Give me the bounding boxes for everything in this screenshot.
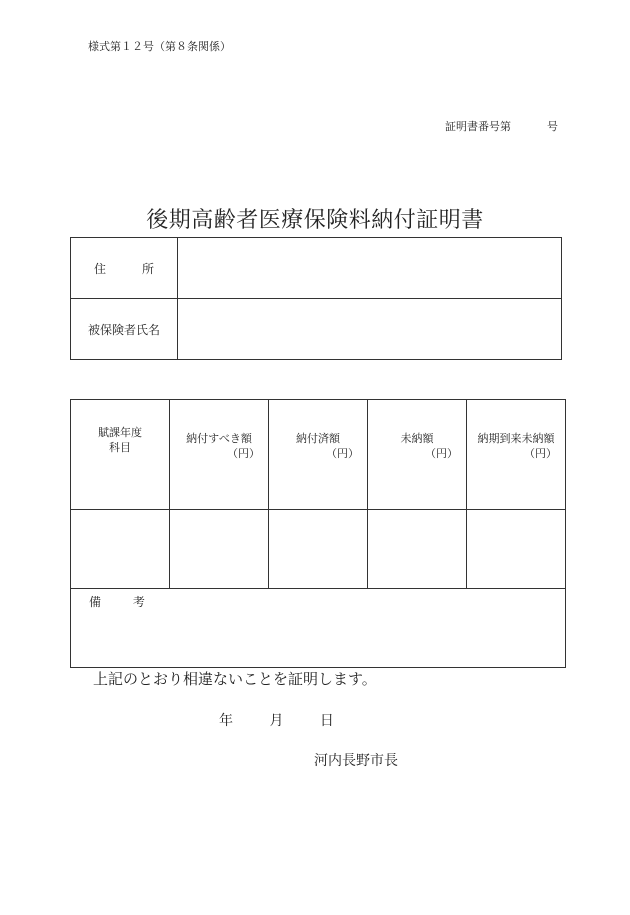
address-label: 住 所	[71, 238, 178, 299]
payment-table	[70, 399, 566, 668]
document-title: 後期高齢者医療保険料納付証明書	[146, 208, 484, 233]
fiscal-year-cell[interactable]	[71, 510, 170, 589]
column-header-amount-due: 納付すべき額 （円）	[170, 400, 269, 510]
insured-name-label: 被保険者氏名	[71, 299, 178, 360]
payment-header-row	[71, 400, 566, 510]
certificate-number	[445, 118, 558, 134]
address-row	[71, 238, 562, 299]
overdue-unpaid-cell[interactable]	[467, 510, 566, 589]
year-label: 年	[219, 713, 233, 729]
column-header-amount-paid: 納付済額 （円）	[269, 400, 368, 510]
column-header-overdue-unpaid: 納期到来未納額 （円）	[467, 400, 566, 510]
unpaid-cell[interactable]	[368, 510, 467, 589]
remarks-label: 備 考	[89, 595, 159, 609]
issuer-name: 河内長野市長	[314, 753, 398, 769]
form-number: 様式第１２号（第８条関係）	[88, 40, 231, 53]
amount-due-cell[interactable]	[170, 510, 269, 589]
applicant-table	[70, 237, 562, 360]
column-header-unpaid: 未納額 （円）	[368, 400, 467, 510]
remarks-row	[71, 589, 566, 668]
certificate-number-prefix: 証明書番号第	[445, 120, 511, 133]
month-label: 月	[269, 713, 284, 729]
amount-paid-cell[interactable]	[269, 510, 368, 589]
column-header-fiscal-year: 賦課年度 科目	[71, 400, 170, 510]
address-field[interactable]	[178, 238, 562, 299]
day-label: 日	[319, 713, 334, 729]
certificate-number-suffix: 号	[547, 120, 558, 133]
payment-data-row	[71, 510, 566, 589]
insured-name-field[interactable]	[178, 299, 562, 360]
date-line	[219, 710, 334, 730]
certification-statement: 上記のとおり相違ないことを証明します。	[93, 670, 377, 688]
insured-name-row	[71, 299, 562, 360]
remarks-field[interactable]	[71, 589, 566, 668]
